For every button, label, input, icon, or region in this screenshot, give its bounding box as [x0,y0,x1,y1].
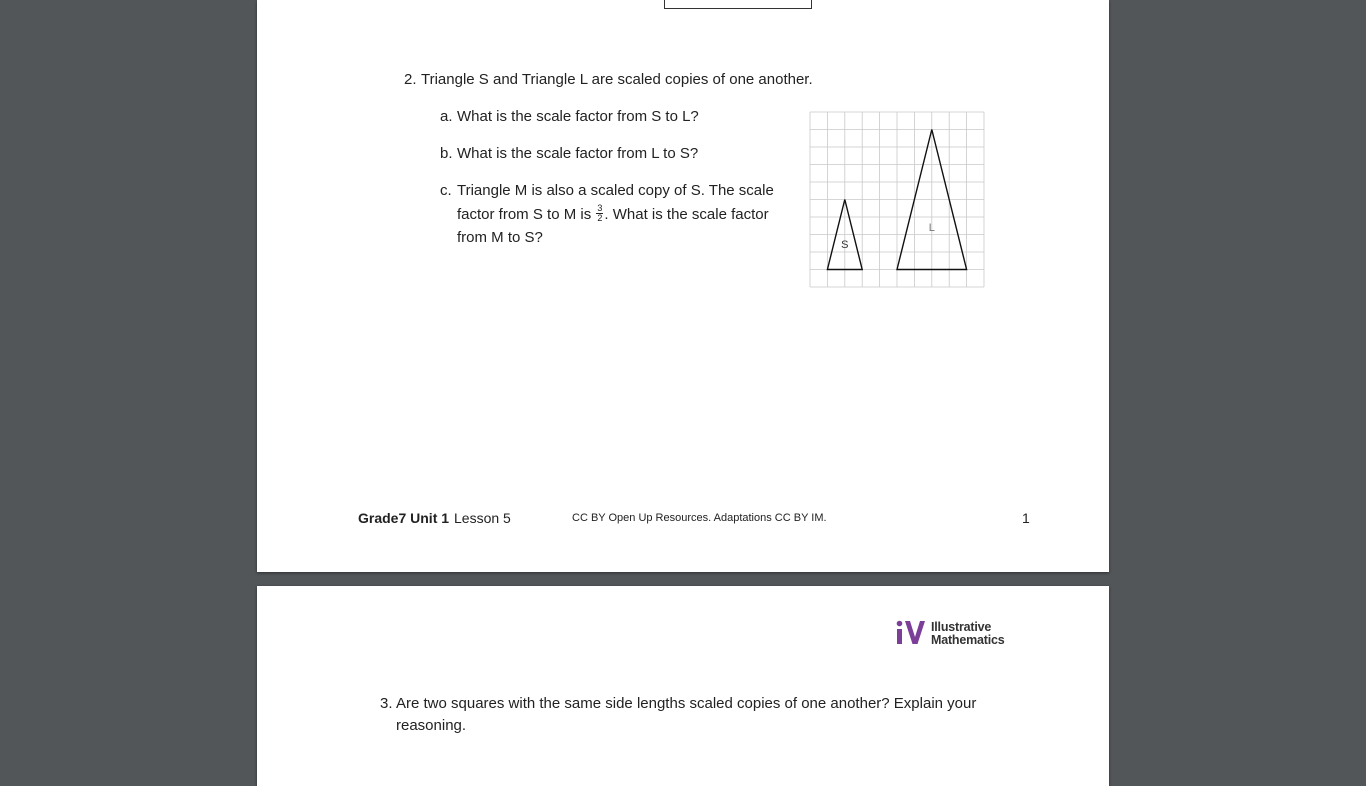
document-page-1 [257,0,1109,572]
question-2-text: Triangle S and Triangle L are scaled copies of one another. [421,71,813,88]
footer-license: CC BY Open Up Resources. Adaptations CC BY IM. [572,512,827,524]
question-2a-text: What is the scale factor from S to L? [457,108,699,125]
question-2a [440,105,785,129]
fraction-denominator: 2 [597,213,603,224]
answer-box-bottom-edge [664,0,812,9]
illustrative-mathematics-logo-icon [896,620,928,646]
logo-line-1: Illustrative [931,620,992,634]
fraction-three-halves [596,204,603,223]
footer-lesson: Lesson 5 [454,510,511,526]
question-2c-text-after: . What is the scale factor from M to S? [457,205,769,246]
question-2c-text [440,179,785,250]
question-2c-letter: c. [440,182,452,199]
question-3-text: Are two squares with the same side lengths scaled copies of one another? Explain your reasoning. [396,695,977,734]
question-3 [380,693,980,737]
question-2-prompt [404,70,813,90]
footer-page-number: 1 [1022,510,1030,526]
question-2b-letter: b. [440,145,453,162]
logo-line-2: Mathematics [931,632,1005,647]
question-2b [440,142,785,166]
question-2c [440,179,785,250]
logo-wordmark [931,621,1005,646]
question-2a-letter: a. [440,108,453,125]
question-2c-text-before: Triangle M is also a scaled copy of S. The scale factor from S to M is [457,182,774,223]
triangle-l-label: L [928,222,935,234]
triangles-grid-figure [809,111,985,289]
fraction-numerator: 3 [597,203,603,214]
document-page-2 [257,586,1109,786]
footer-grade-unit: Grade7 Unit 1 [358,510,450,526]
question-3-number: 3. [380,695,393,712]
triangle-s-label: S [841,239,849,251]
grid-lines [810,112,984,287]
question-2-number: 2. [404,71,417,88]
question-2b-text: What is the scale factor from L to S? [457,145,699,162]
